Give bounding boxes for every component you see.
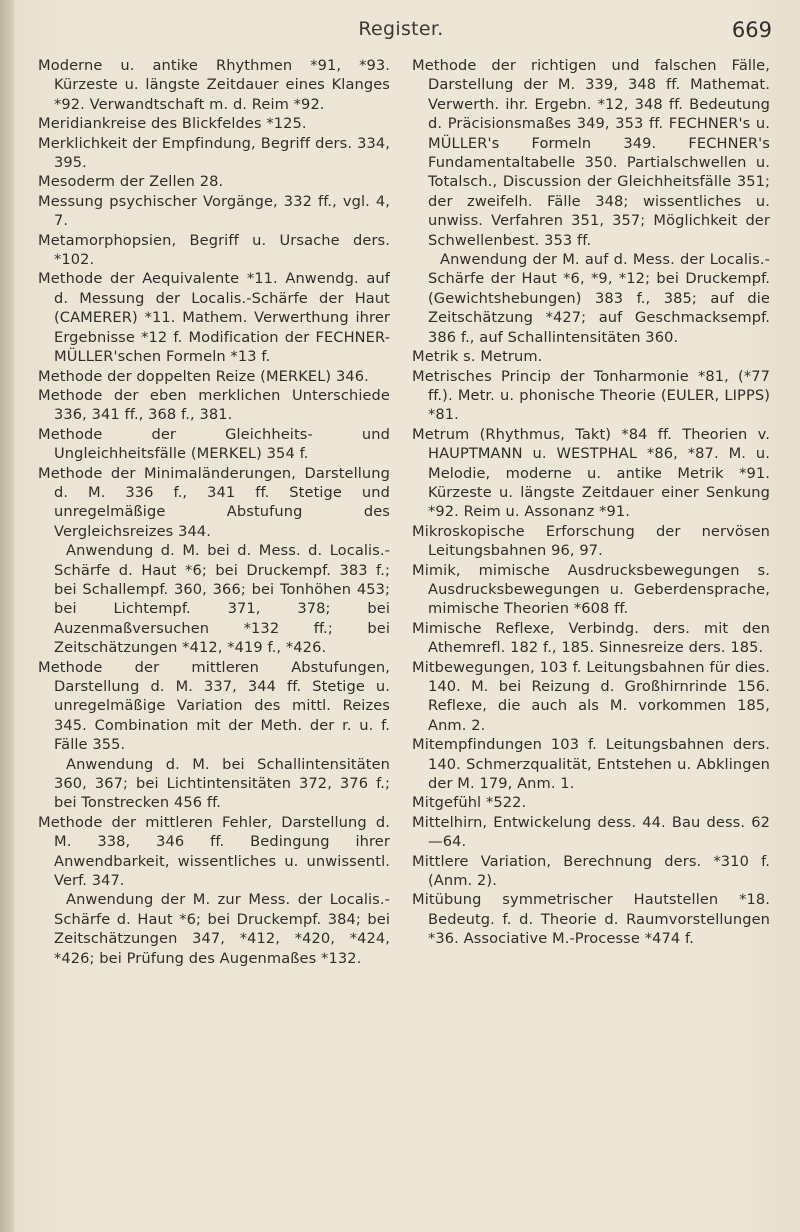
index-entry: Mesoderm der Zellen 28. <box>38 173 224 191</box>
index-entry: Mitgefühl *522. <box>412 794 527 812</box>
page-spine-shadow <box>0 0 14 1232</box>
index-entry: Mitempfindungen 103 f. Leitungsbahnen ders. 140. Schmerzqualität, Entstehen u. Abklingen der M. 179, Anm. 1. <box>412 736 770 793</box>
index-entry: Moderne u. antike Rhythmen *91, *93. Kürzeste u. längste Zeitdauer eines Klanges *92. Verwandtschaft m. d. Reim *92. <box>38 57 390 113</box>
index-entry: Methode der mittleren Abstufungen, Darstellung d. M. 337, 344 ff. Stetige u. unregelmäßige Variation des mittl. Reizes 345. Combination mit der Meth. der r. u. f. Fälle 355. <box>38 658 390 754</box>
index-entry: Merklichkeit der Empfindung, Begriff ders. 334, 395. <box>38 134 390 172</box>
left-column <box>38 56 390 968</box>
index-entry: Mitübung symmetrischer Hautstellen *18. Bedeutg. f. d. Theorie d. Raumvorstellungen *36. Associative M.-Processe *474 f. <box>412 891 770 948</box>
index-entry: Mittelhirn, Entwickelung dess. 44. Bau dess. 62—64. <box>412 813 770 851</box>
page-number: 669 <box>731 18 772 42</box>
index-entry: Mittlere Variation, Berechnung ders. *310 f. (Anm. 2). <box>412 852 770 890</box>
index-entry: Methode der doppelten Reize (MERKEL) 346. <box>38 367 369 385</box>
index-entry: Metrum (Rhythmus, Takt) *84 ff. Theorien v. HAUPTMANN u. WESTPHAL *86, *87. M. u. Melodie, moderne u. antike Metrik *91. Kürzeste u. längste Zeitdauer einer Senkung *92. Reim u. Assonanz *91. <box>412 425 770 521</box>
page-header <box>0 18 800 48</box>
index-entry: Metrik s. Metrum. <box>412 348 543 366</box>
index-entry: Anwendung der M. zur Mess. der Localis.-Schärfe d. Haut *6; bei Druckempf. 384; bei Zeitschätzungen 347, *412, *420, *424, *426; bei Prüfung des Augenmaßes *132. <box>54 891 390 967</box>
index-entry: Methode der eben merklichen Unterschiede 336, 341 ff., 368 f., 381. <box>38 386 390 424</box>
index-entry: Anwendung d. M. bei Schallintensitäten 360, 367; bei Lichtintensitäten 372, 376 f.; bei Tonstrecken 456 ff. <box>54 755 390 812</box>
index-entry: Methode der mittleren Fehler, Darstellung d. M. 338, 346 ff. Bedingung ihrer Anwendbarkeit, wissentliches u. unwissentl. Verf. 347. <box>38 813 390 890</box>
index-entry: Metrisches Princip der Tonharmonie *81, (*77 ff.). Metr. u. phonische Theorie (EULER, LIPPS) *81. <box>412 367 770 424</box>
index-entry: Methode der richtigen und falschen Fälle, Darstellung der M. 339, 348 ff. Mathemat. Verwerth. ihr. Ergebn. *12, 348 ff. Bedeutung d. Präcisionsmaßes 349, 353 ff. FECHNER's u. MÜLLER's Formeln 349. FECHNER's Fundamentaltabelle 350. Partialschwellen u. Totalsch., Discussion der Gleichheitsfälle 351; der zweifelh. Fälle 348; wissentliches u. unwiss. Verfahren 351, 357; Möglichkeit der Schwellenbest. 353 ff. <box>412 57 770 249</box>
index-entry: Methode der Gleichheits- und Ungleichheitsfälle (MERKEL) 354 f. <box>38 425 390 463</box>
running-title: Register. <box>358 18 444 40</box>
index-entry: Mimik, mimische Ausdrucksbewegungen s. Ausdrucksbewegungen u. Geberdensprache, mimische Theorien *608 ff. <box>412 561 770 618</box>
index-entry: Methode der Minimaländerungen, Darstellung d. M. 336 f., 341 ff. Stetige und unregelmäßige Abstufung des Vergleichsreizes 344. <box>38 464 390 540</box>
index-entry: Meridiankreise des Blickfeldes *125. <box>38 115 307 133</box>
right-column <box>412 56 770 949</box>
index-entry: Mikroskopische Erforschung der nervösen Leitungsbahnen 96, 97. <box>412 522 770 560</box>
index-entry: Anwendung d. M. bei d. Mess. d. Localis.-Schärfe d. Haut *6; bei Druckempf. 383 f.; bei Schallempf. 360, 366; bei Tonhöhen 453; bei Lichtempf. 371, 378; bei Auzenmaßversuchen *132 ff.; bei Zeitschätzungen *412, *419 f., *426. <box>54 542 390 657</box>
index-entry: Messung psychischer Vorgänge, 332 ff., vgl. 4, 7. <box>38 192 390 230</box>
index-entry: Anwendung der M. auf d. Mess. der Localis.-Schärfe der Haut *6, *9, *12; bei Druckempf. (Gewichtshebungen) 383 f., 385; auf die Zeitschätzung *427; auf Geschmacksempf. 386 f., auf Schallintensitäten 360. <box>428 251 770 346</box>
index-entry: Mitbewegungen, 103 f. Leitungsbahnen für dies. 140. M. bei Reizung d. Großhirnrinde 156. Reflexe, die auch als M. vorkommen 185, Anm. 2. <box>412 658 770 734</box>
index-entry: Metamorphopsien, Begriff u. Ursache ders. *102. <box>38 231 390 269</box>
index-entry: Mimische Reflexe, Verbindg. ders. mit den Athemrefl. 182 f., 185. Sinnesreize ders. 185. <box>412 619 770 657</box>
index-entry: Methode der Aequivalente *11. Anwendg. auf d. Messung der Localis.-Schärfe der Haut (CAMERER) *11. Mathem. Verwerthung ihrer Ergebnisse *12 f. Modification der FECHNER-MÜLLER'schen Formeln *13 f. <box>38 270 390 366</box>
